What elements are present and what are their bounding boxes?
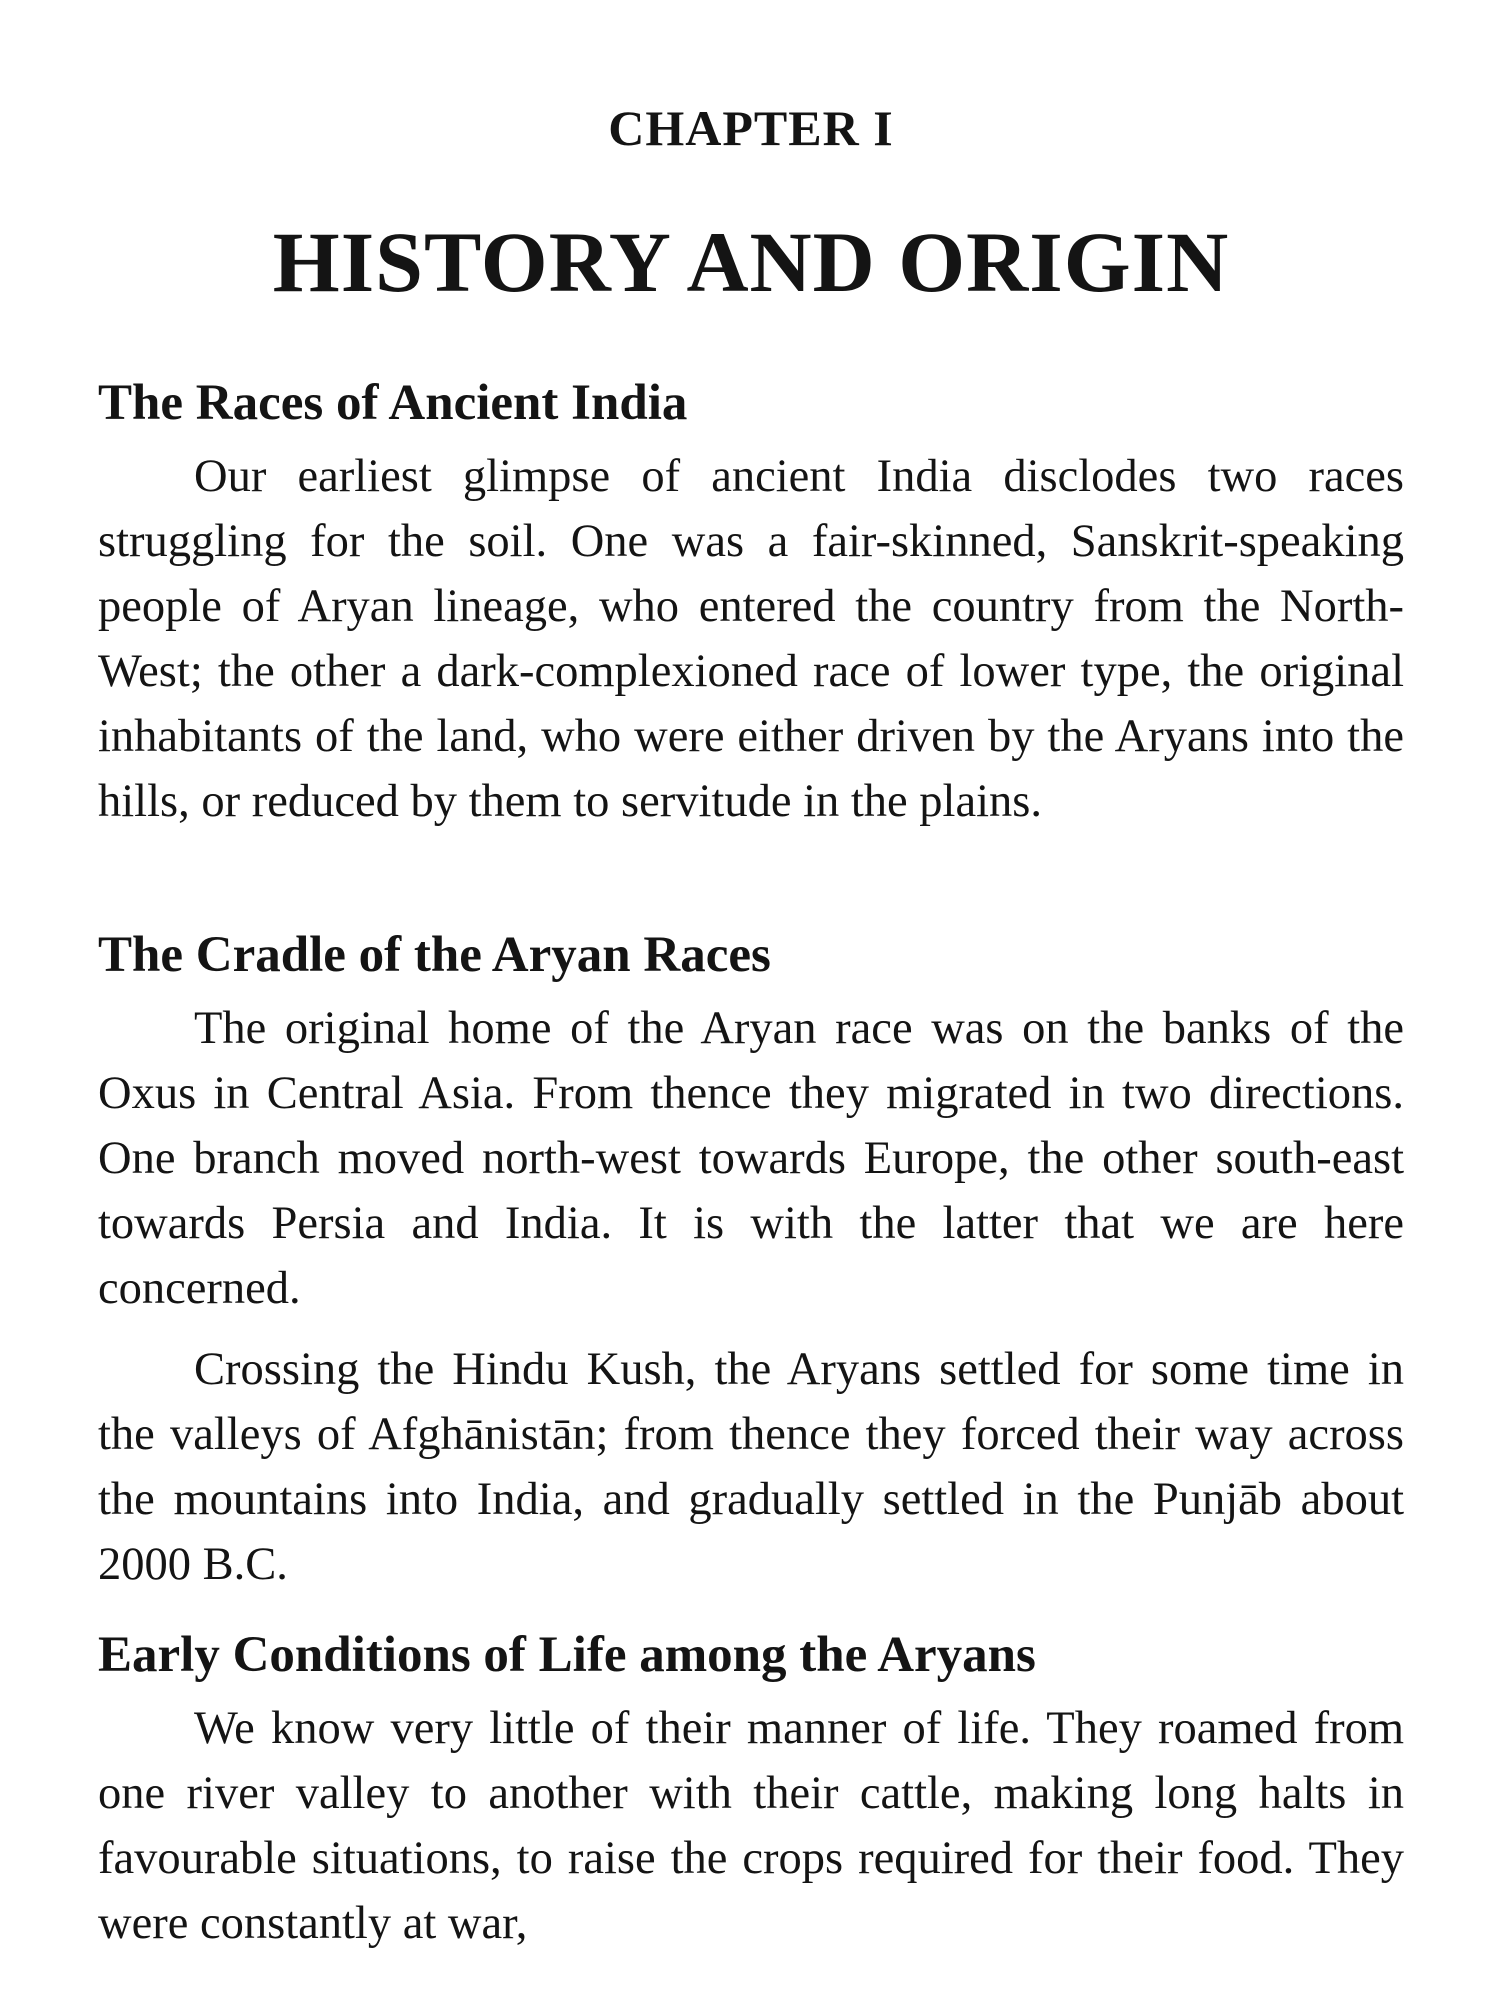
book-page (98, 0, 1404, 2000)
section-races-of-ancient-india (98, 372, 1404, 834)
section-heading: The Cradle of the Aryan Races (98, 927, 771, 983)
section-cradle-of-aryan-races (98, 924, 1404, 1597)
section-heading: Early Conditions of Life among the Aryans (98, 1627, 1036, 1683)
section-early-conditions-of-life (98, 1624, 1404, 1956)
paragraph: The original home of the Aryan race was on the banks of the Oxus in Central Asia. From thence they migrated in two directions. One branch moved north-west towards Europe, the other south-east towards Persia and India. It is with the latter that we are here concerned. (98, 1003, 1404, 1314)
paragraph: We know very little of their manner of life. They roamed from one river valley to another with their cattle, making long halts in favourable situations, to raise the crops required for their food. They were constantly at war, (98, 1703, 1404, 1949)
paragraph: Our earliest glimpse of ancient India disclodes two races struggling for the soil. One was a fair-skinned, Sanskrit-speaking people of Aryan lineage, who entered the country from the North-West; the other a dark-complexioned race of lower type, the original inhabitants of the land, who were either driven by the Aryans into the hills, or reduced by them to servitude in the plains. (98, 451, 1404, 827)
chapter-title: HISTORY AND ORIGIN (272, 214, 1230, 310)
section-heading: The Races of Ancient India (98, 375, 688, 431)
paragraph: Crossing the Hindu Kush, the Aryans settled for some time in the valleys of Afghānistān; from thence they forced their way across the mountains into India, and gradually settled in the Punjāb about 2000 B.C. (98, 1344, 1404, 1590)
chapter-label: CHAPTER I (608, 100, 894, 156)
